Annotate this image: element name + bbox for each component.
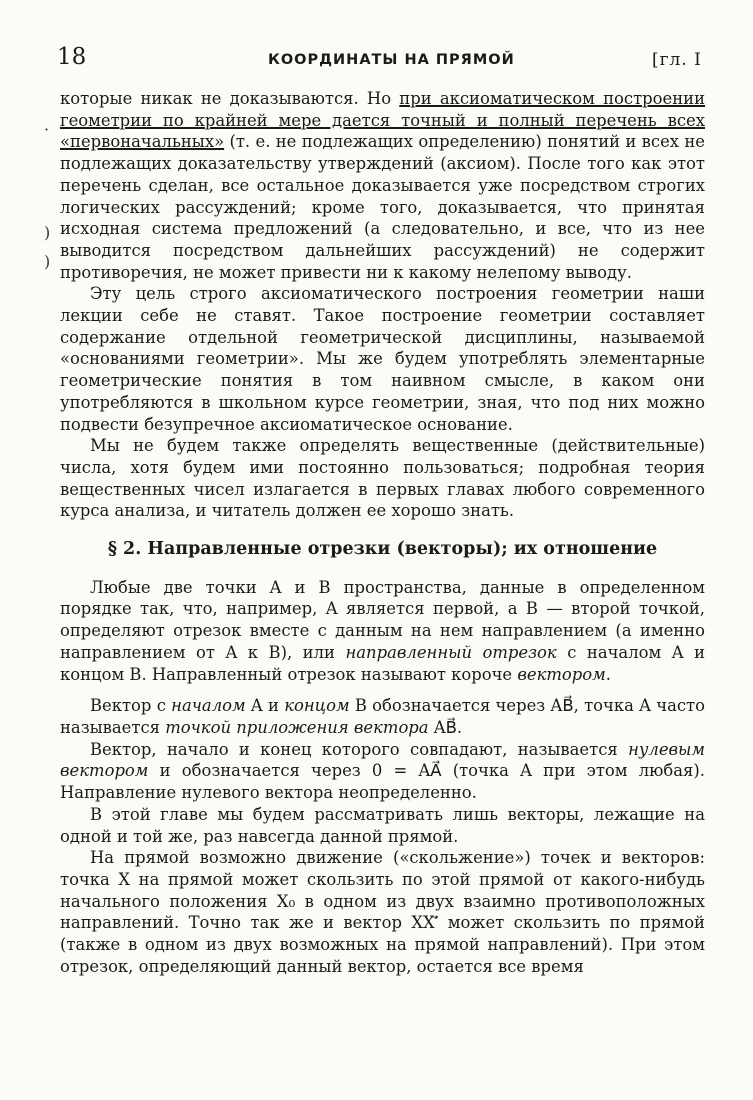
body-text	[60, 88, 705, 977]
underlined-text: при аксиоматическом построении геометрии по крайней мере дается точный и полный перечень всех «первоначальных»	[60, 89, 705, 152]
paragraph: Вектор с началом A и концом B обозначается через AB⃗, точка A часто называется точкой приложения вектора AB⃗.	[60, 696, 705, 737]
paragraph: На прямой возможно движение («скольжение») точек и векторов: точка X на прямой может скользить по этой прямой от какого-нибудь начального положения X₀ в одном из двух взаимно противоположных направлений. Точно так же и вектор XX′⃗ может скользить по прямой (также в одном из двух возможных на прямой направлений). При этом отрезок, определяющий данный вектор, остается все время	[60, 848, 705, 976]
section-heading: § 2. Направленные отрезки (векторы); их отношение	[107, 539, 658, 560]
paragraph: Эту цель строго аксиоматического построения геометрии наши лекции себе не ставят. Такое построение геометрии составляет содержание отдельной геометрической дисциплины, называемой «основаниями геометрии». Мы же будем употреблять элементарные геометрические понятия в том наивном смысле, в каком они употребляются в школьном курсе геометрии, зная, что под них можно подвести безупречное аксиоматическое основание.	[60, 284, 705, 434]
margin-mark: )	[44, 252, 51, 271]
running-title: КООРДИНАТЫ НА ПРЯМОЙ	[268, 52, 515, 68]
paragraph: Вектор, начало и конец которого совпадают, называется нулевым вектором и обозначается через 0 = AA⃗ (точка A при этом любая). Направление нулевого вектора неопределенно.	[60, 739, 705, 803]
page-number: 18	[57, 44, 87, 70]
chapter-label: [гл. I	[652, 50, 702, 70]
margin-mark: ·	[44, 120, 50, 139]
paragraph: которые никак не доказываются. Но при аксиоматическом построении геометрии по крайней мере дается точный и полный перечень всех «первоначальных» (т. е. не подлежащих определению) понятий и всех не подлежащих доказательству утверждений (аксиом). После того как этот перечень сделан, все остальное доказывается уже посредством строгих логических рассуждений; кроме того, доказывается, что принятая исходная система предложений (а следовательно, и все, что из нее выводится посредством дальнейших рассуждений) не содержит противоречия, не может привести ни к какому нелепому выводу.	[60, 89, 705, 282]
margin-mark: )	[44, 223, 51, 242]
paragraph: Мы не будем также определять вещественные (действительные) числа, хотя будем ими постоянно пользоваться; подробная теория вещественных чисел излагается в первых главах любого современного курса анализа, и читатель должен ее хорошо знать.	[60, 436, 705, 521]
paragraph: Любые две точки A и B пространства, данные в определенном порядке так, что, например, A является первой, а B — второй точкой, определяют отрезок вместе с данным на нем направлением (а именно направлением от A к B), или направленный отрезок с началом A и концом B. Направленный отрезок называют короче вектором.	[60, 577, 705, 684]
paragraph: В этой главе мы будем рассматривать лишь векторы, лежащие на одной и той же, раз навсегда данной прямой.	[60, 804, 705, 846]
